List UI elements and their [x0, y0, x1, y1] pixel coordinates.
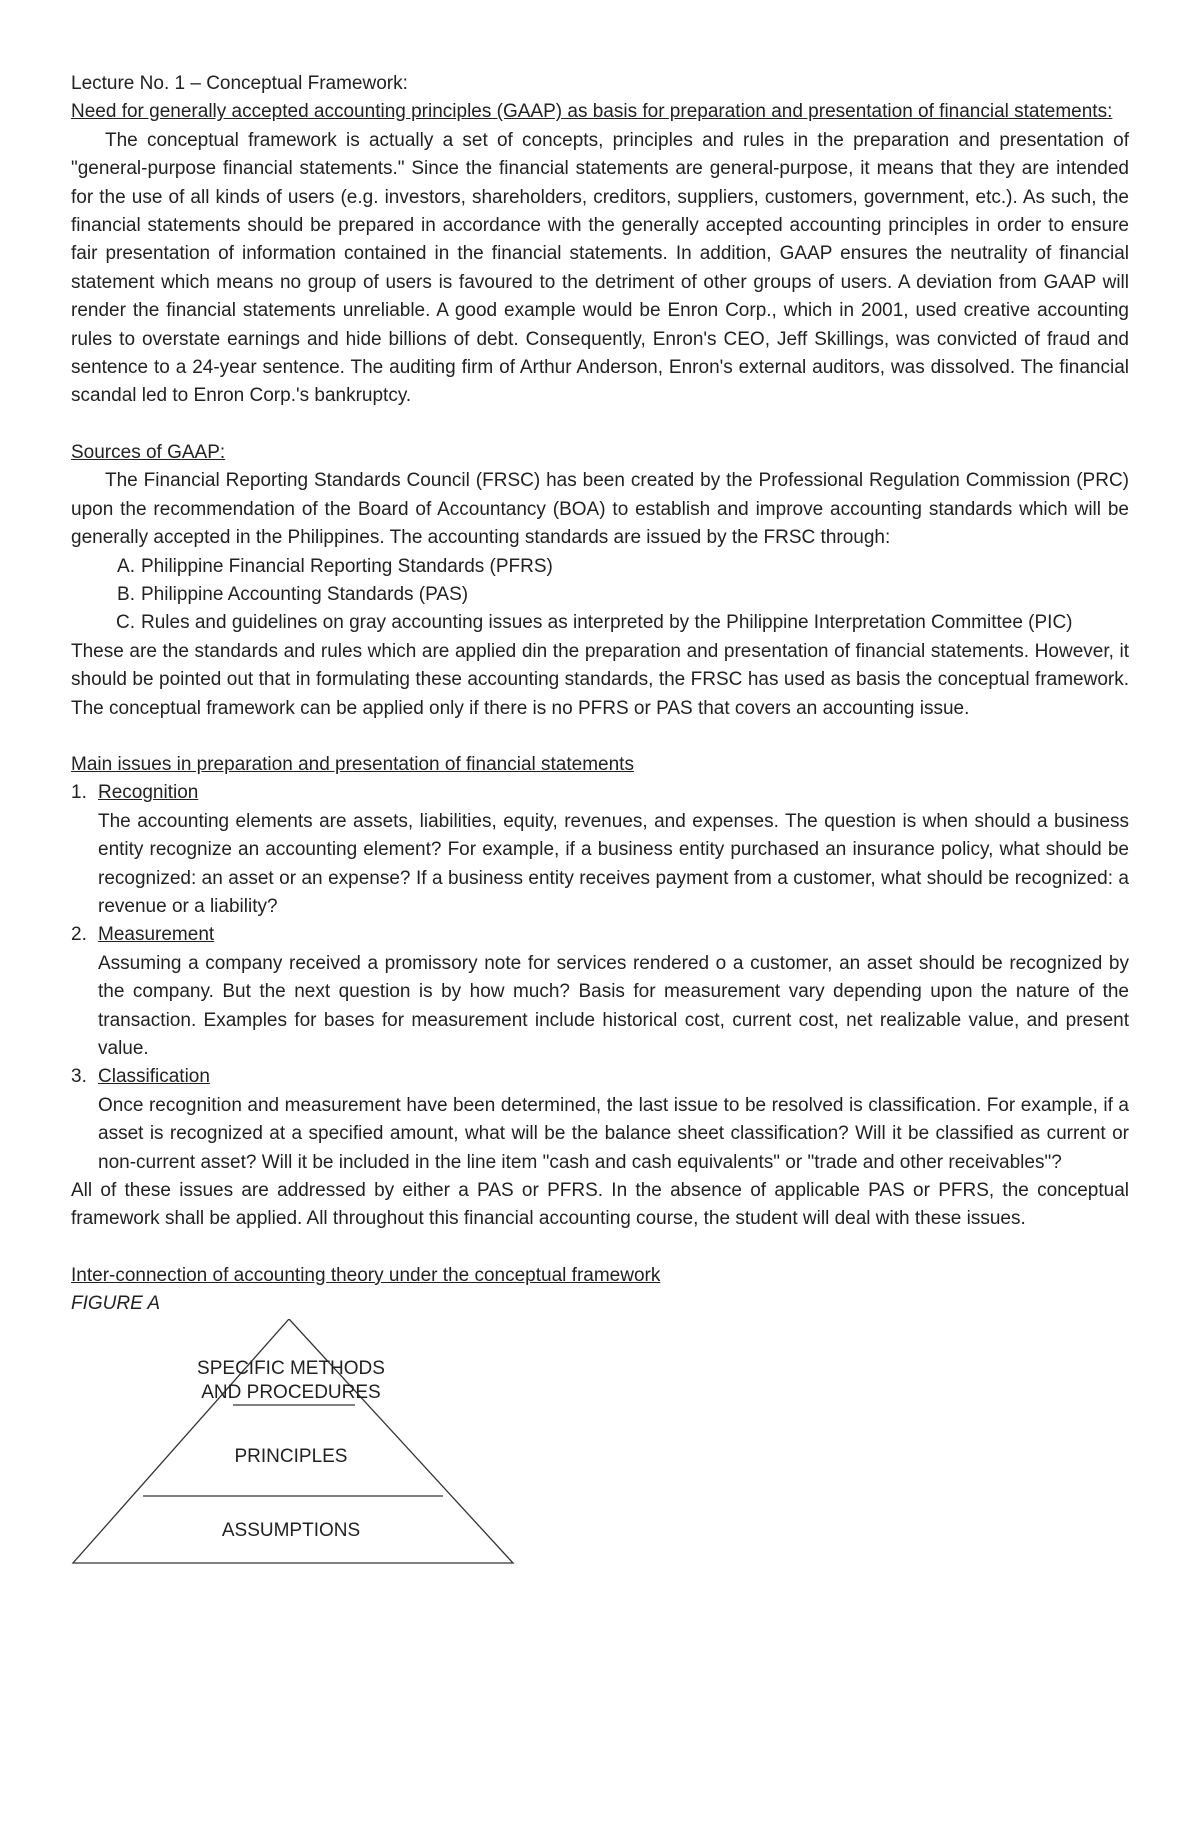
issue-title: Measurement [98, 924, 215, 946]
document-title: Lecture No. 1 – Conceptual Framework: [71, 73, 408, 94]
list-item [71, 581, 1129, 609]
section-heading-interconnection: Inter-connection of accounting theory under the conceptual framework [71, 1264, 661, 1286]
list-marker: A. [117, 555, 135, 577]
list-item-classification [71, 1063, 1129, 1177]
document-page [71, 70, 1129, 1569]
pyramid-top-label-line1: SPECIFIC METHODS [197, 1357, 385, 1379]
list-item-measurement [71, 921, 1129, 1063]
list-item-text: Philippine Accounting Standards (PAS) [141, 583, 469, 605]
issue-text: The accounting elements are assets, liabilities, equity, revenues, and expenses. The question is when should a business entity recognize an accounting element? For example, if a business entity purchased an insurance policy, what should be recognized: an asset or an expense? If a business entity receives payment from a customer, what should be recognized: a revenue or a liability? [98, 810, 1129, 917]
list-item-text: Rules and guidelines on gray accounting issues as interpreted by the Philippine Interpretation Committee (PIC) [141, 612, 1073, 634]
list-marker: 3. [71, 1066, 87, 1088]
list-item [71, 609, 1129, 637]
section-heading-gaap-need: Need for generally accepted accounting principles (GAAP) as basis for preparation and presentation of financial statements: [71, 101, 1113, 123]
section-heading-sources: Sources of GAAP: [71, 441, 226, 463]
list-item [71, 553, 1129, 581]
issue-text: Assuming a company received a promissory note for services rendered o a customer, an asset should be recognized by the company. But the next question is by how much? Basis for measurement vary depending upon the nature of the transaction. Examples for bases for measurement include historical cost, current cost, net realizable value, and present value. [98, 952, 1129, 1059]
list-marker: B. [117, 583, 135, 605]
list-marker: 1. [71, 782, 87, 804]
issues-list [71, 779, 1129, 1177]
list-marker: 2. [71, 924, 87, 946]
pyramid-bottom-label: ASSUMPTIONS [221, 1519, 361, 1541]
paragraph-conceptual-framework: The conceptual framework is actually a set of concepts, principles and rules in the preparation and presentation of "general-purpose financial statements." Since the financial statements are general-purpose, it means that they are intended for the use of all kinds of users (e.g. investors, shareholders, creditors, suppliers, customers, government, etc.). As such, the financial statements should be prepared in accordance with the generally accepted accounting principles in order to ensure fair presentation of information contained in the financial statements. In addition, GAAP ensures the neutrality of financial statement which means no group of users is favoured to the detriment of other groups of users. A deviation from GAAP will render the financial statements unreliable. A good example would be Enron Corp., which in 2001, used creative accounting rules to overstate earnings and hide billions of debt. Consequently, Enron's CEO, Jeff Skillings, was convicted of fraud and sentence to a 24-year sentence. The auditing firm of Arthur Anderson, Enron's external auditors, was dissolved. The financial scandal led to Enron Corp.'s bankruptcy. [71, 129, 1129, 407]
figure-label: FIGURE A [71, 1293, 161, 1315]
pyramid-middle-label: PRINCIPLES [234, 1445, 348, 1467]
list-item-text: Philippine Financial Reporting Standards (PFRS) [141, 555, 553, 577]
pyramid-figure [71, 1319, 531, 1569]
issue-title: Classification [98, 1066, 210, 1088]
pyramid-top-label-line2: AND PROCEDURES [201, 1381, 381, 1403]
list-item-recognition [71, 779, 1129, 921]
spacer [71, 1234, 1129, 1262]
paragraph-standards-closing: These are the standards and rules which are applied din the preparation and presentation of financial statements. However, it should be pointed out that in formulating these accounting standards, the FRSC has used as basis the conceptual framework. The conceptual framework can be applied only if there is no PFRS or PAS that covers an accounting issue. [71, 640, 1129, 719]
spacer [71, 723, 1129, 751]
paragraph-frsc: The Financial Reporting Standards Council (FRSC) has been created by the Professional Regulation Commission (PRC) upon the recommendation of the Board of Accountancy (BOA) to establish and improve accounting standards which will be generally accepted in the Philippines. The accounting standards are issued by the FRSC through: [71, 470, 1129, 549]
spacer [71, 411, 1129, 439]
paragraph-issues-closing: All of these issues are addressed by either a PAS or PFRS. In the absence of applicable PAS or PFRS, the conceptual framework shall be applied. All throughout this financial accounting course, the student will deal with these issues. [71, 1180, 1129, 1230]
issue-text: Once recognition and measurement have been determined, the last issue to be resolved is classification. For example, if a asset is recognized at a specified amount, what will be the balance sheet classification? Will it be classified as current or non-current asset? Will it be included in the line item "cash and cash equivalents" or "trade and other receivables"? [98, 1094, 1129, 1173]
section-heading-main-issues: Main issues in preparation and presentation of financial statements [71, 753, 634, 775]
standards-list [71, 553, 1129, 638]
list-marker: C. [116, 612, 135, 634]
issue-title: Recognition [98, 782, 199, 804]
